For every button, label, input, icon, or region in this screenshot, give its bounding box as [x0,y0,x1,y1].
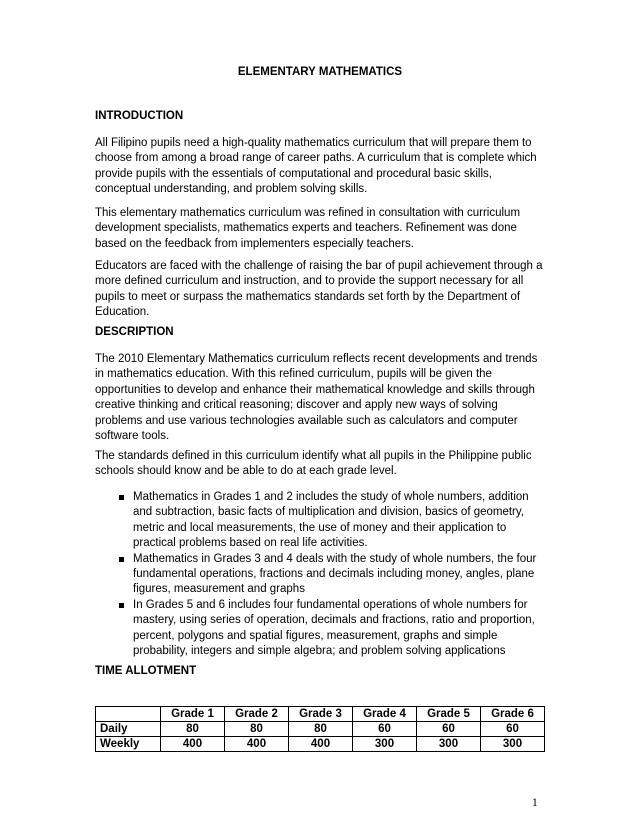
table-cell: 60 [417,722,481,737]
description-heading: DESCRIPTION [95,326,174,338]
table-header-cell: Grade 3 [289,707,353,722]
time-allotment-heading: TIME ALLOTMENT [95,665,197,677]
table-header-cell: Grade 5 [417,707,481,722]
table-row [96,737,545,752]
list-item [95,490,545,552]
bullet-text: Mathematics in Grades 3 and 4 deals with the study of whole numbers, the four fundamental operations, fractions and decimals including money, angles, plane figures, measurement and graphs [133,552,537,596]
table-header-cell: Grade 6 [481,707,545,722]
time-allotment-table [95,706,545,752]
bullet-text: Mathematics in Grades 1 and 2 includes the study of whole numbers, addition and subtraction, basic facts of multiplication and division, basics of geometry, metric and local measurements, the use of money and their application to practical problems based on real life activities. [133,491,529,550]
list-item [95,552,545,598]
table-cell: 60 [481,722,545,737]
table-cell: 80 [225,722,289,737]
introduction-paragraph-2: This elementary mathematics curriculum was refined in consultation with curriculum development specialists, mathematics experts and teachers. Refinement was done based on the feedback from implementers especially teachers. [95,207,521,250]
page-title: ELEMENTARY MATHEMATICS [237,66,403,78]
table-cell: 400 [289,737,353,752]
grade-bullet-list [95,490,545,659]
introduction-paragraph-3: Educators are faced with the challenge of raising the bar of pupil achievement through a more defined curriculum and instruction, and to provide the support necessary for all pupils to meet or surpass the mathematics standards set forth by the Department of Education. [95,260,543,319]
table-header-row [96,707,545,722]
table-cell: 300 [481,737,545,752]
table-header-cell: Grade 4 [353,707,417,722]
table-header-cell: Grade 1 [161,707,225,722]
table-header-cell [96,707,161,722]
table-cell: Weekly [96,737,161,752]
description-paragraph-1: The 2010 Elementary Mathematics curriculum reflects recent developments and trends in mathematics education. With this refined curriculum, pupils will be given the opportunities to develop and enhance their mathematical knowledge and skills through creative thinking and critical reasoning; discover and apply new ways of solving problems and use various technologies available such as calculators and computer software tools. [95,353,538,443]
table-cell: 80 [289,722,353,737]
table-cell: 300 [353,737,417,752]
square-bullet-icon [119,495,124,500]
square-bullet-icon [119,603,124,608]
introduction-heading: INTRODUCTION [95,110,184,122]
square-bullet-icon [119,557,124,562]
table-row [96,722,545,737]
description-paragraph-2: The standards defined in this curriculum identify what all pupils in the Philippine public schools should know and be able to do at each grade level. [95,450,532,478]
list-item [95,598,545,660]
table-cell: 400 [161,737,225,752]
introduction-paragraph-1: All Filipino pupils need a high-quality mathematics curriculum that will prepare them to choose from among a broad range of career paths. A curriculum that is complete which provide pupils with the essentials of computational and procedural basic skills, conceptual understanding, and problem solving skills. [95,137,537,196]
table-cell: 60 [353,722,417,737]
bullet-text: In Grades 5 and 6 includes four fundamental operations of whole numbers for mastery, using series of operation, decimals and fractions, ratio and proportion, percent, polygons and spatial figures, measurement, graphs and simple probability, integers and simple algebra; and problem solving applications [133,598,535,658]
table-header-cell: Grade 2 [225,707,289,722]
table-cell: Daily [96,722,161,737]
page-number: 1 [532,797,538,809]
table-cell: 80 [161,722,225,737]
table-cell: 400 [225,737,289,752]
table-cell: 300 [417,737,481,752]
